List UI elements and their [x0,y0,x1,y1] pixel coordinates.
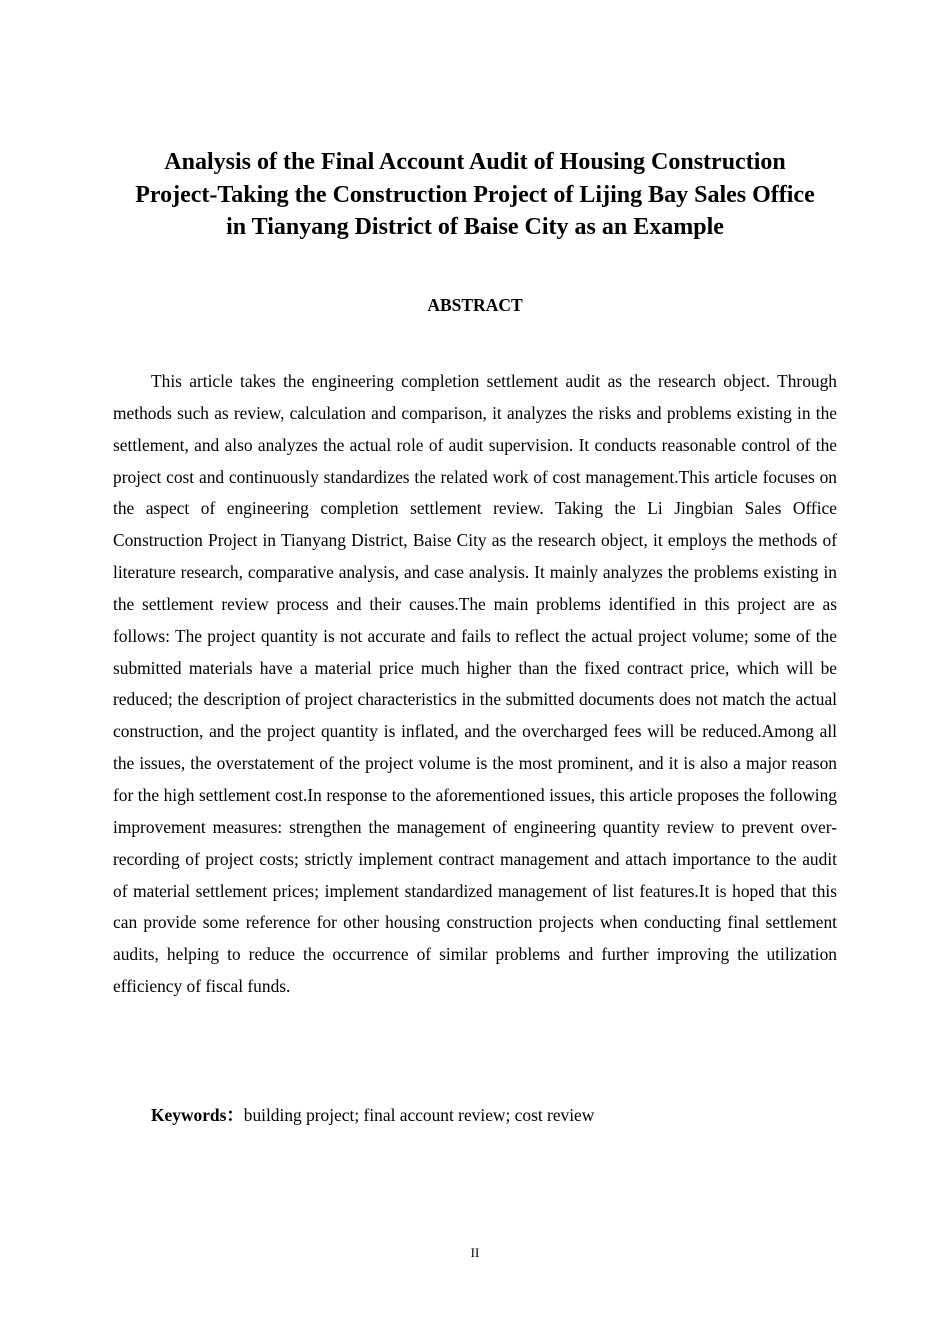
title-line-2: Project-Taking the Construction Project of Lijing Bay Sales Office [135,181,815,208]
keywords-line [151,1101,594,1129]
paper-title [100,146,850,244]
abstract-body: This article takes the engineering completion settlement audit as the research object. Through methods such as review, calculation and comparison, it analyzes the risks and problems existing in the settlement, and also analyzes the actual role of audit supervision. It conducts reasonable control of the project cost and continuously standardizes the related work of cost management.This article focuses on the aspect of engineering completion settlement review. Taking the Li Jingbian Sales Office Construction Project in Tianyang District, Baise City as the research object, it employs the methods of literature research, comparative analysis, and case analysis. It mainly analyzes the problems existing in the settlement review process and their causes.The main problems identified in this project are as follows: The project quantity is not accurate and fails to reflect the actual project volume; some of the submitted materials have a material price much higher than the fixed contract price, which will be reduced; the description of project characteristics in the submitted documents does not match the actual construction, and the project quantity is inflated, and the overcharged fees will be reduced.Among all the issues, the overstatement of the project volume is the most prominent, and it is also a major reason for the high settlement cost.In response to the aforementioned issues, this article proposes the following improvement measures: strengthen the management of engineering quantity review to prevent over-recording of project costs; strictly implement contract management and attach importance to the audit of material settlement prices; implement standardized management of list features.It is hoped that this can provide some reference for other housing construction projects when conducting final settlement audits, helping to reduce the occurrence of similar problems and further improving the utilization efficiency of fiscal funds. [113,371,837,997]
page-number: II [470,1245,480,1260]
keywords-text: building project; final account review; cost review [243,1105,595,1125]
title-line-1: Analysis of the Final Account Audit of Housing Construction [164,149,786,175]
title-line-3: in Tianyang District of Baise City as an Example [226,214,724,240]
abstract-heading: ABSTRACT [427,295,523,315]
keywords-label: Keywords： [151,1105,244,1125]
